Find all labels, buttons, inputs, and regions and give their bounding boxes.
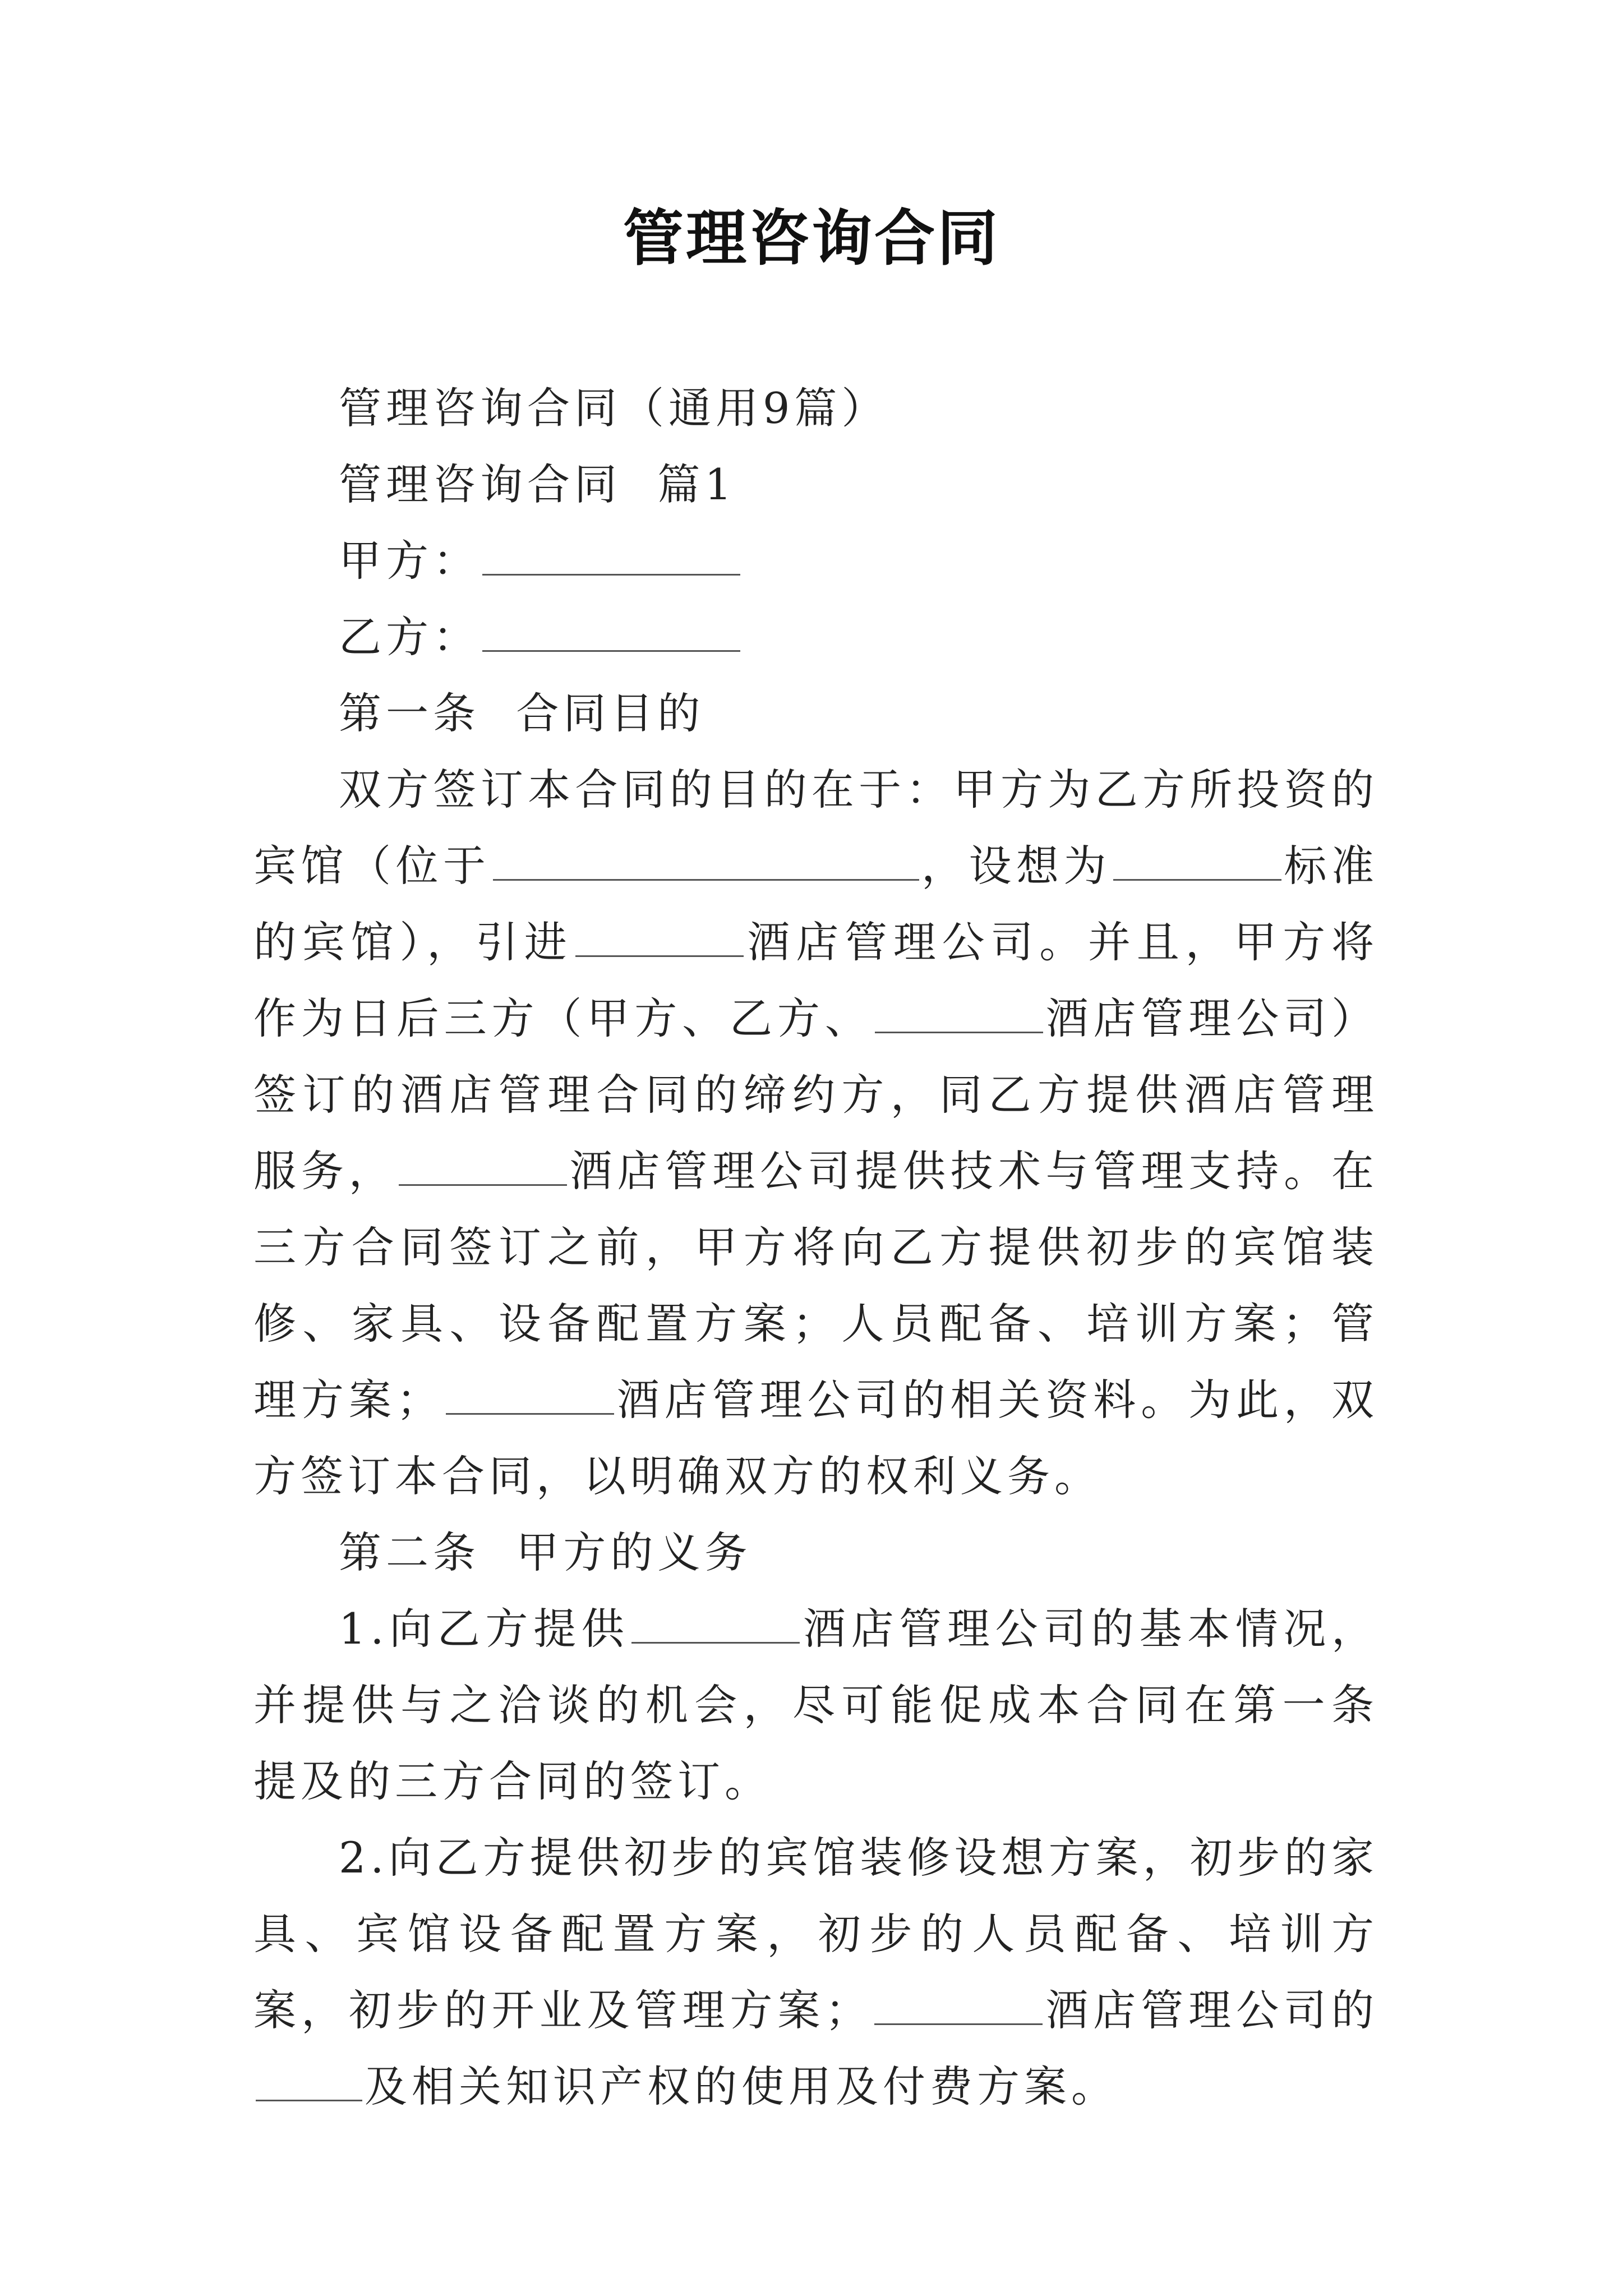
party-a-label: 甲方：	[339, 536, 480, 586]
hotel-standard-blank	[1113, 843, 1281, 881]
item2-text-3: 及相关知识产权的使用及付费方案。	[365, 2062, 1118, 2111]
article1-heading	[253, 675, 1378, 752]
party-b-label: 乙方：	[339, 612, 480, 662]
document-title: 管理咨询合同	[623, 203, 1000, 274]
article2-item-2	[253, 1820, 1378, 2125]
party-a-line	[253, 523, 1378, 599]
management-company-blank-2	[875, 996, 1043, 1033]
section-heading-text: 管理咨询合同 篇1	[339, 459, 736, 509]
article1-heading-text: 第一条 合同目的	[339, 688, 705, 738]
document-body	[253, 370, 1378, 2125]
article1-text-5: 酒店管理公司）签订的酒店管理合同的缔约方，同乙方提供酒店管理服务，	[253, 993, 1379, 1196]
item2-text-2: 酒店管理公司的	[1045, 1985, 1379, 2035]
item2-item-blank	[256, 2064, 362, 2101]
subtitle-text: 管理咨询合同（通用9篇）	[339, 383, 889, 433]
section-heading	[253, 447, 1378, 523]
subtitle-line	[253, 370, 1378, 447]
management-company-blank-4	[446, 1377, 614, 1415]
item1-text-2: 酒店管理公司的基本情况，并提供与之洽谈的机会，尽可能促成本合同在第一条提及的三方合同的签订。	[253, 1604, 1378, 1806]
item1-text-1: 1.向乙方提供	[339, 1604, 630, 1654]
article1-text-1: 双方签订本合同的目的在于：甲方为乙方所投资的宾馆（位于	[253, 765, 1378, 891]
article1-text-3: 标准的宾馆），引进	[253, 841, 1378, 967]
management-company-blank-1	[575, 919, 744, 957]
article1-text-6: 酒店管理公司提供技术与管理支持。在三方合同签订之前，甲方将向乙方提供初步的宾馆装修、家具、设备配置方案；人员配备、培训方案；管理方案；	[253, 1146, 1379, 1425]
article2-heading	[253, 1515, 1378, 1591]
party-a-blank	[482, 538, 740, 576]
item2-text-1: 2.向乙方提供初步的宾馆装修设想方案，初步的家具、宾馆设备配置方案，初步的人员配备、培训方案，初步的开业及管理方案；	[253, 1833, 1378, 2035]
article1-paragraph	[253, 752, 1378, 1515]
item2-company-blank	[874, 1987, 1043, 2025]
hotel-location-blank	[493, 843, 919, 881]
article2-heading-text: 第二条 甲方的义务	[339, 1527, 752, 1577]
party-b-line	[253, 599, 1378, 675]
item1-company-blank	[631, 1606, 800, 1644]
party-b-blank	[482, 614, 740, 652]
article1-text-2: ，设想为	[921, 841, 1111, 891]
article2-item-1	[253, 1591, 1378, 1820]
article1-text-7: 酒店管理公司的相关资料。为此，双方签订本合同，以明确双方的权利义务。	[253, 1375, 1379, 1501]
management-company-blank-3	[399, 1148, 567, 1186]
article1-text-4: 酒店管理公司。并且，甲方将作为日后三方（甲方、乙方、	[253, 917, 1379, 1043]
